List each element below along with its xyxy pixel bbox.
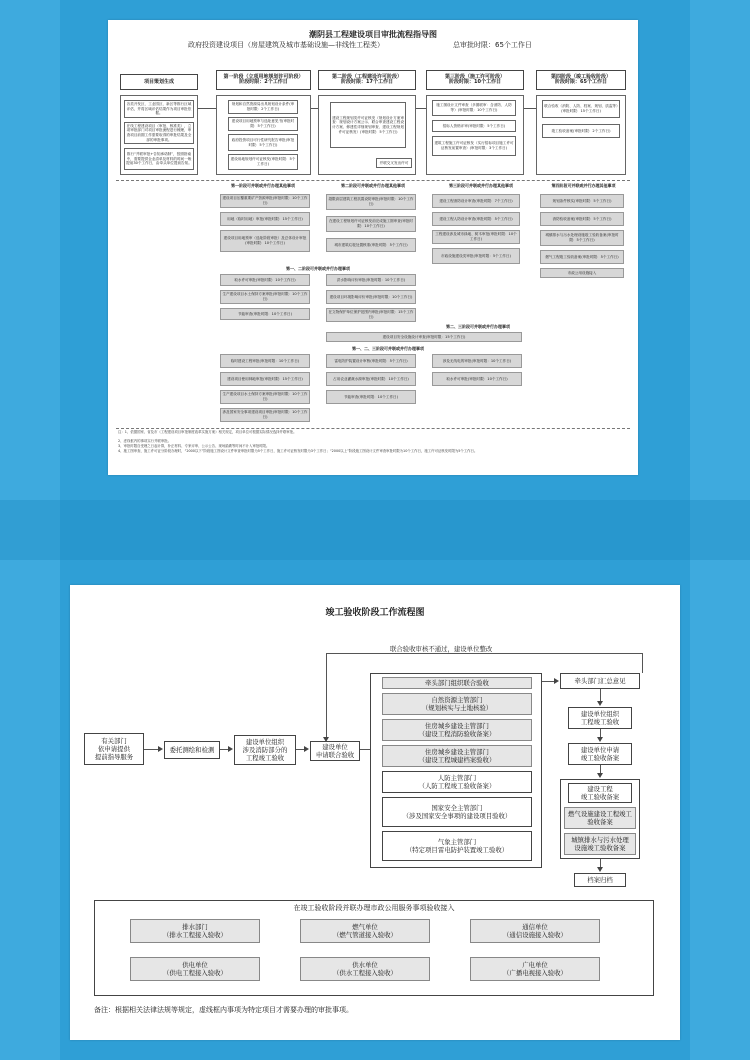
stage1-box: 政府投资项目可行性研究报告审批(审批时限：5个工作日) bbox=[228, 134, 298, 151]
stage4-box: 竣工验收备案(审批时限：2个工作日) bbox=[542, 124, 620, 138]
parallel-item: 在建设工程规划许可证核发前完成施工图审查(审批时限：10个工作日) bbox=[326, 216, 416, 232]
parallel-item: 用地（临时用地）审批(审批时限：15个工作日) bbox=[220, 212, 310, 226]
stage1-box: 建设用地规划许可证核发(审批时限：5个工作日) bbox=[228, 154, 298, 170]
parallel-item: 超限高层建筑工程抗震设防审批(审批时限：10个工作日) bbox=[326, 194, 416, 210]
parallel-item: 城市建筑垃圾处置核准(审批时限：5个工作日) bbox=[326, 238, 416, 252]
fourth-tier-item: 建设项目使用林地审批(审批时限：15个工作日) bbox=[220, 372, 310, 386]
stage-header-1: 第一阶段（立项用地规划许可阶段） 阶段时限：2个工作日 bbox=[216, 70, 311, 90]
total-time: 总审批时限：65个工作日 bbox=[453, 41, 532, 49]
parallel-header-1: 第一阶段可并联或并行办理其他事项 bbox=[231, 183, 295, 188]
feedback-line bbox=[642, 653, 643, 673]
arrow-right bbox=[158, 746, 163, 752]
second-tier-item: 建设项目环境影响评价审批(审批时限：10个工作日) bbox=[326, 290, 416, 304]
summary-box: 牵头部门汇总意见 bbox=[560, 673, 640, 689]
second-tier-item: 在文物保护单位保护范围内审批(审批时限：15个工作日) bbox=[326, 308, 416, 322]
note-line: 4、施工图审查、施工许可证分阶段办理时，“2000以下”阶段施工图设计文件审查审批时限为5个工作日，施工许可证核发时限为3个工作日；“2000以上”阶段施工图设计文件审查审批时限为10个工作日，施工许可证核发时限为5个工作日。 bbox=[118, 449, 478, 453]
planning-box: 在线工程建设项目（审批、核准类），立项审批部门对项目审批流程进行梳理，审查项目前期工作需要取得的审批结果及全部的审批事项。 bbox=[124, 122, 194, 144]
right-box-apply-filing: 建设单位申请 竣工验收备案 bbox=[568, 743, 632, 765]
flowchart-page-approval bbox=[108, 20, 638, 475]
stage1-box: 规划和自然资源局出具规划设计条件(审批时限：2个工作日) bbox=[228, 100, 298, 114]
right-box-drainage: 城镇排水与污水处理 设施竣工验收备案 bbox=[564, 833, 636, 855]
flow-arrow bbox=[524, 108, 536, 109]
flow-line bbox=[360, 749, 370, 750]
note-line: 3、审批时限自受理之日起计算，补正材料、专家评审、公示公告、现场踏勘等时间不计入审批时限。 bbox=[118, 444, 270, 448]
arrow-down bbox=[597, 773, 603, 778]
parallel-header-3: 第三阶段可并联或并行办理其他事项 bbox=[449, 183, 513, 188]
right-box-archive: 档案归档 bbox=[574, 873, 626, 887]
parallel-item: 建设项目压覆重要矿产资源审批(审批时限：10个工作日) bbox=[220, 194, 310, 208]
note-line: 注：1、依据国家、省及市《工程建设项目审批制度改革实施方案》相关规定，项目单位可根据实际情况选择并联审批。 bbox=[118, 430, 297, 434]
parallel-item: 建设工程消防设计审查(审批时限：7个工作日) bbox=[432, 194, 520, 208]
parallel-item: 工程建设涉及城市绿地、树木审批(审批时限：10个工作日) bbox=[432, 230, 520, 244]
page2-note: 备注：根据相关法律法规等规定，虚线框内事项为特定项目才需要办理的审批事项。 bbox=[94, 1006, 353, 1014]
stage-header-3: 第三阶段（施工许可阶段） 阶段时限：10个工作日 bbox=[426, 70, 524, 90]
arrow-right bbox=[554, 678, 559, 684]
page2-title: 竣工验收阶段工作流程图 bbox=[325, 608, 425, 618]
parallel-item: 消防验收备案(审批时限：5个工作日) bbox=[540, 212, 624, 226]
planning-box: 推行“并联审批+告知承诺制”，按照指南中，需要提供企业清单及材料的时间一般提前30个工作日，由牵头单位提前告知。 bbox=[124, 148, 194, 170]
second-tier-item: 取水许可审批(审批时限：10个工作日) bbox=[220, 274, 310, 286]
right-box-gas: 燃气设施建设工程竣工 验收备案 bbox=[564, 807, 636, 829]
utility-container bbox=[94, 900, 654, 996]
dept-box-national-security: 国家安全主管部门 （涉及国家安全事项的建设项目验收） bbox=[382, 797, 532, 827]
page1-title: 潮阴县工程建设项目审批流程指导图 bbox=[309, 30, 437, 39]
arrow-right bbox=[228, 746, 233, 752]
lead-dept-header: 牵头部门组织联合验收 bbox=[382, 677, 532, 689]
top-feedback-label: 联合验收审核不通过，建设单位整改 bbox=[390, 645, 493, 653]
second-tier-header: 第一、二阶段可并联或并行办理事项 bbox=[286, 266, 350, 271]
flow-arrow bbox=[311, 108, 318, 109]
parallel-item: 燃气工程竣工验收备案(审批时限：5个工作日) bbox=[540, 250, 624, 264]
parallel-item: 建设项目用地预审（选址阶段审批）及总体设计审批(审批时限：10个工作日) bbox=[220, 230, 310, 252]
parallel-item: 市政设施建设类审批(审批时限：5个工作日) bbox=[432, 248, 520, 264]
arrow-down bbox=[597, 737, 603, 742]
second-tier-item: 洪水影响评价审批(审批时限：10个工作日) bbox=[326, 274, 416, 286]
flowchart-page-acceptance bbox=[70, 585, 680, 1040]
fourth-tier-item: 涉及国家安全事项建设项目审批(审批时限：10个工作日) bbox=[220, 408, 310, 422]
feedback-line bbox=[326, 653, 327, 739]
flow-arrow bbox=[416, 108, 426, 109]
dept-box-housing-archive: 住房城乡建设主管部门 （建设工程城建档案验收） bbox=[382, 745, 532, 767]
third-tier-item: 建设项目安全设施设计审查(审批时限：15个工作日) bbox=[326, 332, 522, 342]
flow-box-guidance: 有关部门 依申请提供 提前指导服务 bbox=[84, 733, 144, 765]
third-tier-header: 第二、三阶段可并联或并行办理事项 bbox=[446, 324, 510, 329]
fourth-tier-item: 取水许可审批(审批时限：10个工作日) bbox=[432, 372, 522, 386]
arrow-down bbox=[597, 867, 603, 872]
dept-box-natural-resources: 自然资源主管部门 （规划核实与土地核验） bbox=[382, 693, 532, 715]
arrow-right bbox=[304, 746, 309, 752]
dept-box-meteorology: 气象主管部门 （特定项目雷电防护装置竣工验收） bbox=[382, 831, 532, 861]
stage1-box: 建设项目用地预审与选址意见书(审批时限：5个工作日) bbox=[228, 117, 298, 131]
stage-header-2: 第二阶段（工程建设许可阶段） 阶段时限：17个工作日 bbox=[318, 70, 416, 90]
utility-box-water: 供水单位 （供水工程接入验收） bbox=[300, 957, 430, 981]
parallel-item: 市政公用设施接入 bbox=[540, 268, 624, 278]
parallel-header-4: 第四阶段可并联或并行办理其他事项 bbox=[551, 183, 616, 188]
fourth-tier-item: 节能审查(审批时限：10个工作日) bbox=[326, 390, 416, 404]
stage-header-planning: 项目策划生成 bbox=[120, 74, 198, 90]
utility-box-power: 供电单位 （供电工程接入验收） bbox=[130, 957, 260, 981]
utility-box-drainage: 排水部门 （排水工程接入验收） bbox=[130, 919, 260, 943]
stage3-box: 施工图设计文件审查（多图联审：含消防、人防等）(审批时限：10个工作日) bbox=[432, 100, 516, 116]
parallel-item: 建设工程人防设计审查(审批时限：5个工作日) bbox=[432, 212, 520, 226]
fourth-tier-header: 第一、二、三阶段可并联或并行办理事项 bbox=[352, 346, 424, 351]
stage2-box: 建设工程规划类许可证核发（规划设计方案审查：规划设计方案公示、联合审查建设工程设计方案、修建性详细规划审查、建设工程规划许可证核发）(审批时限：5个工作日) bbox=[330, 102, 406, 148]
utility-box-telecom: 通信单位 （通信设施接入验收） bbox=[470, 919, 600, 943]
stage4-box: 联合验收（消防、人防、档案、规划、质监等）(审批时限：15个工作日) bbox=[542, 100, 620, 118]
parallel-item: 城镇排水与污水处理设施竣工验收备案(审批时限：5个工作日) bbox=[540, 230, 624, 246]
parallel-header-2: 第二阶段可并联或并行办理其他事项 bbox=[341, 183, 405, 188]
note-line: 2、虚线框内的事项实行并联审批。 bbox=[118, 439, 172, 443]
fourth-tier-item: 涉及无线电的审批(审批时限：10个工作日) bbox=[432, 354, 522, 368]
right-box-filing: 建设工程 竣工验收备案 bbox=[568, 783, 632, 803]
parallel-item: 规划条件核实(审批时限：5个工作日) bbox=[540, 194, 624, 208]
flow-box-survey: 委托测绘和检测 bbox=[164, 741, 220, 759]
flow-arrow bbox=[198, 108, 216, 109]
right-box-acceptance: 建设单位组织 工程竣工验收 bbox=[568, 707, 632, 729]
stage-header-4: 第四阶段（竣工验收阶段） 阶段时限：65个工作日 bbox=[536, 70, 626, 90]
utility-box-broadcast: 广电单位 （广播电视接入验收） bbox=[470, 957, 600, 981]
second-tier-item: 生产建设项目水土保持方案审批(审批时限：10个工作日) bbox=[220, 290, 310, 304]
feedback-line bbox=[326, 653, 642, 654]
fourth-tier-item: 占用农业灌溉水源审批(审批时限：10个工作日) bbox=[326, 372, 416, 386]
dept-box-housing-fire: 住房城乡建设主管部门 （建设工程消防验收备案） bbox=[382, 719, 532, 741]
planning-box: 各类开发区、工业园区、新区等推行区域评估，并将区域评估结果作为项目审批依据。 bbox=[124, 100, 194, 118]
flow-box-fire-acceptance: 建设单位组织 涉及消防部分的 工程竣工验收 bbox=[234, 735, 296, 765]
page1-subtitle: 政府投资建设项目（房屋建筑及城市基础设施—非线性工程类） bbox=[188, 41, 384, 49]
stage2-box-small: 并联交叉发出许可 bbox=[376, 158, 412, 168]
dept-box-civil-defense: 人防主管部门 （人防工程竣工验收备案） bbox=[382, 771, 532, 793]
utility-box-gas: 燃气单位 （燃气管道接入验收） bbox=[300, 919, 430, 943]
stage3-box: 建筑工程施工许可证核发（实行招标项目施工许可证核发前置审查）(审批时限：3个工作日) bbox=[432, 136, 516, 156]
flow-box-apply-joint: 建设单位 申请联合验收 bbox=[310, 741, 360, 761]
section-divider bbox=[116, 180, 630, 181]
utility-header: 在竣工验收阶段并联办理市政公用服务事项验收接入 bbox=[293, 904, 455, 912]
second-tier-item: 节能审查(审批时限：10个工作日) bbox=[220, 308, 310, 320]
fourth-tier-item: 生产建设项目水土保持方案审批(审批时限：10个工作日) bbox=[220, 390, 310, 404]
fourth-tier-item: 雷电防护装置设计审核(审批时限：5个工作日) bbox=[326, 354, 416, 368]
fourth-tier-item: 临时建设工程审批(审批时限：10个工作日) bbox=[220, 354, 310, 368]
notes-divider bbox=[116, 428, 630, 429]
stage3-box: 招标人资格评审(审批时限：5个工作日) bbox=[432, 120, 516, 132]
arrow-down bbox=[597, 701, 603, 706]
